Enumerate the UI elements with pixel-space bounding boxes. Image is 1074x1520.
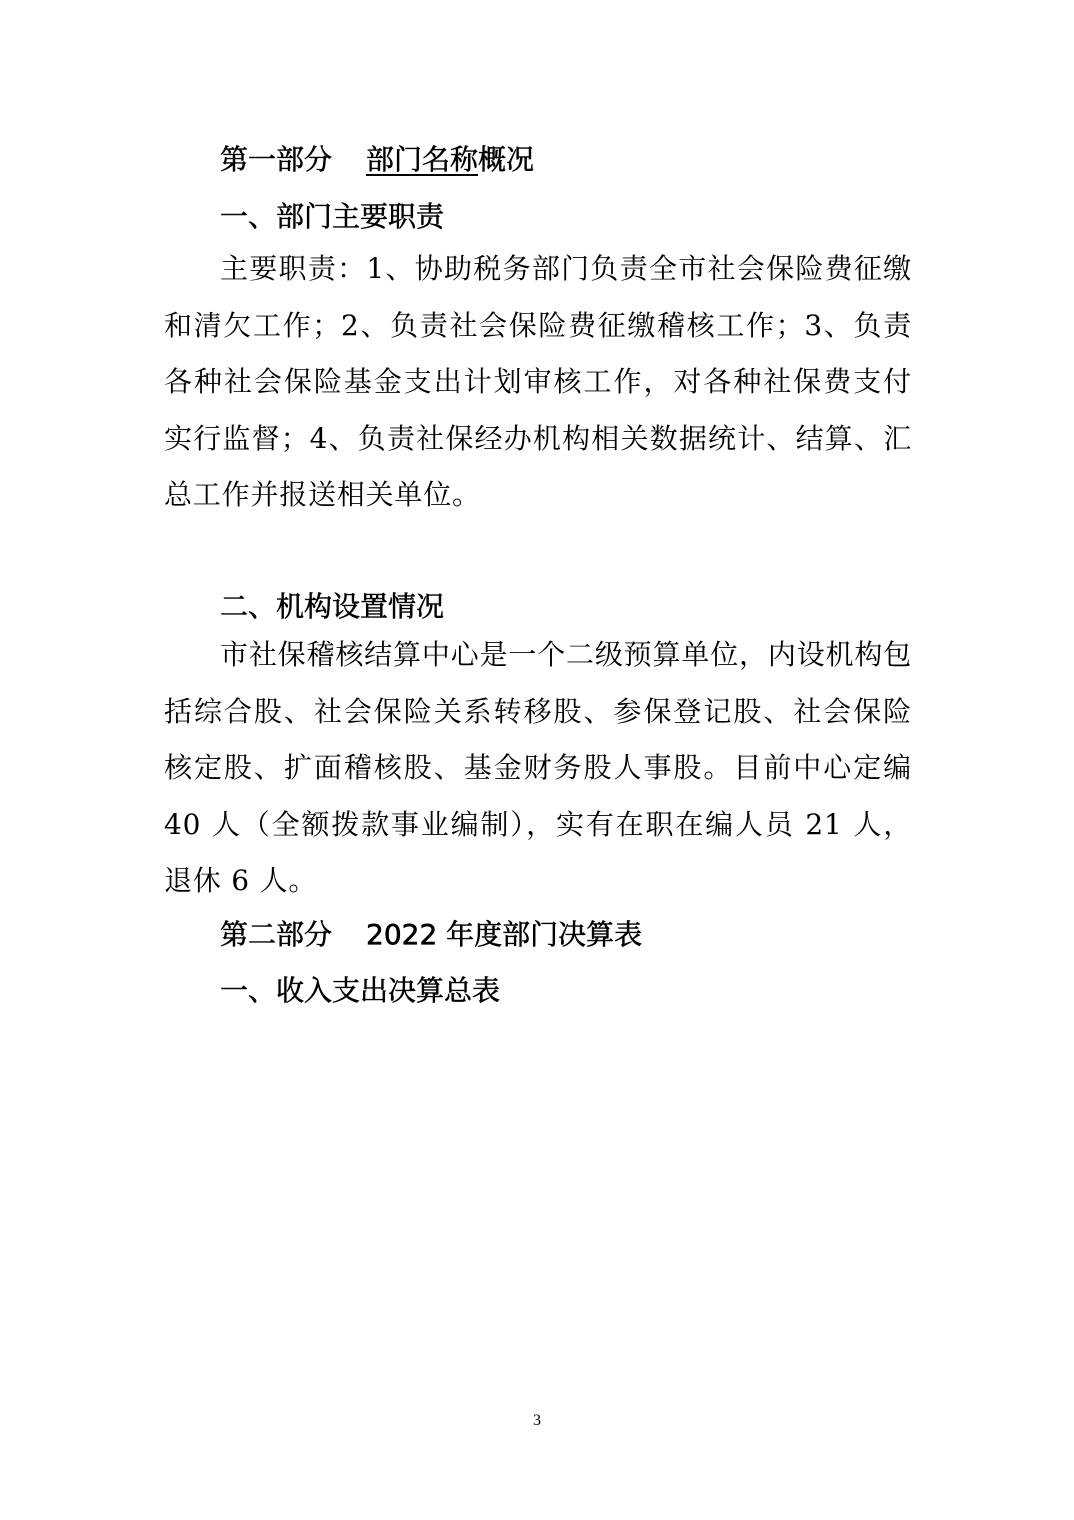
- page-number: 3: [533, 1412, 541, 1429]
- part-two-title: 2022 年度部门决算表: [366, 918, 643, 951]
- part-one-label: 第一部分: [220, 143, 333, 176]
- section-duties-heading: 一、部门主要职责: [220, 200, 445, 233]
- part-two-heading: [220, 918, 642, 952]
- section-summary-table-heading: 一、收入支出决算总表: [220, 974, 501, 1007]
- part-one-title-underlined: 部门名称: [366, 143, 479, 176]
- section-duties-body: 主要职责：1、协助税务部门负责全市社会保险费征缴和清欠工作；2、负责社会保险费征缴稽核工作；3、负责各种社会保险基金支出计划审核工作，对各种社保费支付实行监督；4、负责社保经办机构相关数据统计、结算、汇总工作并报送相关单位。: [164, 252, 912, 511]
- section-structure-heading: 二、机构设置情况: [220, 590, 445, 623]
- part-one-heading: [220, 143, 534, 177]
- part-one-title-rest: 概况: [478, 143, 535, 176]
- section-structure-body: 市社保稽核结算中心是一个二级预算单位，内设机构包括综合股、社会保险关系转移股、参保登记股、社会保险核定股、扩面稽核股、基金财务股人事股。目前中心定编 40 人（全额拨款事业编制），实有在职在编人员 21 人，退休 6 人。: [164, 638, 912, 897]
- part-two-label: 第二部分: [220, 918, 333, 951]
